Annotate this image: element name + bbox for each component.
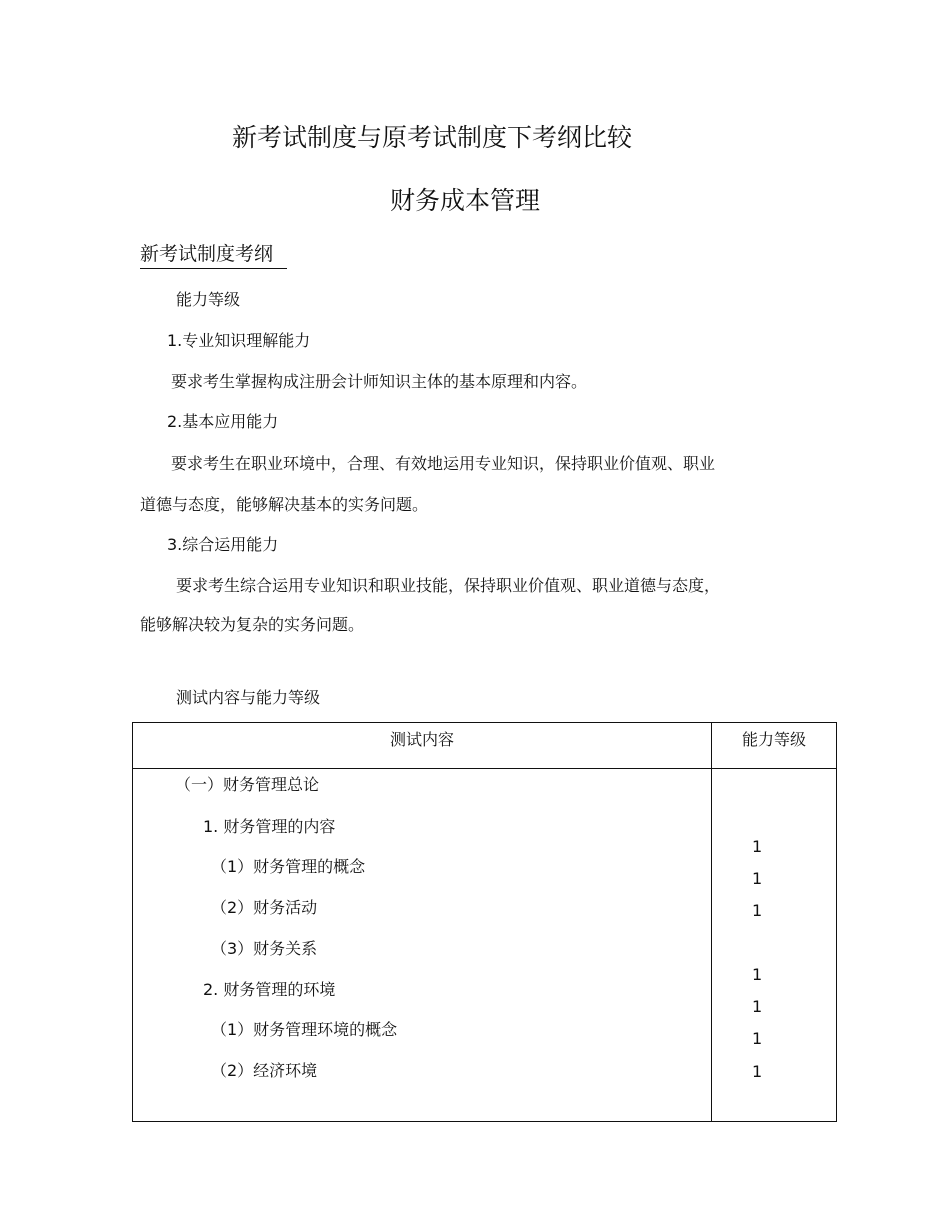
ability-levels-heading: 能力等级 <box>176 290 241 309</box>
table-caption: 测试内容与能力等级 <box>176 688 321 707</box>
table-header-row <box>133 723 837 769</box>
document-subtitle: 财务成本管理 <box>390 186 541 215</box>
level-value: 1 <box>752 837 763 856</box>
table-row <box>133 769 837 1122</box>
ability-item-1-desc: 要求考生掌握构成注册会计师知识主体的基本原理和内容。 <box>171 372 588 391</box>
content-line: （1）财务管理环境的概念 <box>211 1020 398 1039</box>
content-level-table <box>132 722 837 1122</box>
level-cell <box>712 769 837 1122</box>
content-line: 1. 财务管理的内容 <box>203 817 336 836</box>
ability-item-2-desc-line1: 要求考生在职业环境中，合理、有效地运用专业知识，保持职业价值观、职业 <box>171 454 716 473</box>
content-line: 2. 财务管理的环境 <box>203 980 336 999</box>
level-value: 1 <box>752 965 763 984</box>
content-line: （一）财务管理总论 <box>175 775 320 794</box>
content-line: （1）财务管理的概念 <box>211 857 366 876</box>
level-value: 1 <box>752 1062 763 1081</box>
header-ability-level: 能力等级 <box>712 723 837 769</box>
content-cell <box>133 769 712 1122</box>
level-value: 1 <box>752 997 763 1016</box>
header-test-content: 测试内容 <box>133 723 712 769</box>
ability-item-2-name: 2.基本应用能力 <box>167 412 279 431</box>
content-line: （2）财务活动 <box>211 898 318 917</box>
document-title: 新考试制度与原考试制度下考纲比较 <box>232 123 633 152</box>
ability-item-1-name: 1.专业知识理解能力 <box>167 331 311 350</box>
ability-item-3-desc-line2: 能够解决较为复杂的实务问题。 <box>140 615 365 634</box>
ability-item-3-name: 3.综合运用能力 <box>167 535 279 554</box>
ability-item-3-desc-line1: 要求考生综合运用专业知识和职业技能，保持职业价值观、职业道德与态度， <box>176 576 721 595</box>
level-value: 1 <box>752 1029 763 1048</box>
section-heading: 新考试制度考纲 <box>140 239 287 269</box>
content-line: （2）经济环境 <box>211 1061 318 1080</box>
level-value: 1 <box>752 901 763 920</box>
content-line: （3）财务关系 <box>211 939 318 958</box>
ability-item-2-desc-line2: 道德与态度，能够解决基本的实务问题。 <box>140 495 429 514</box>
level-value: 1 <box>752 869 763 888</box>
